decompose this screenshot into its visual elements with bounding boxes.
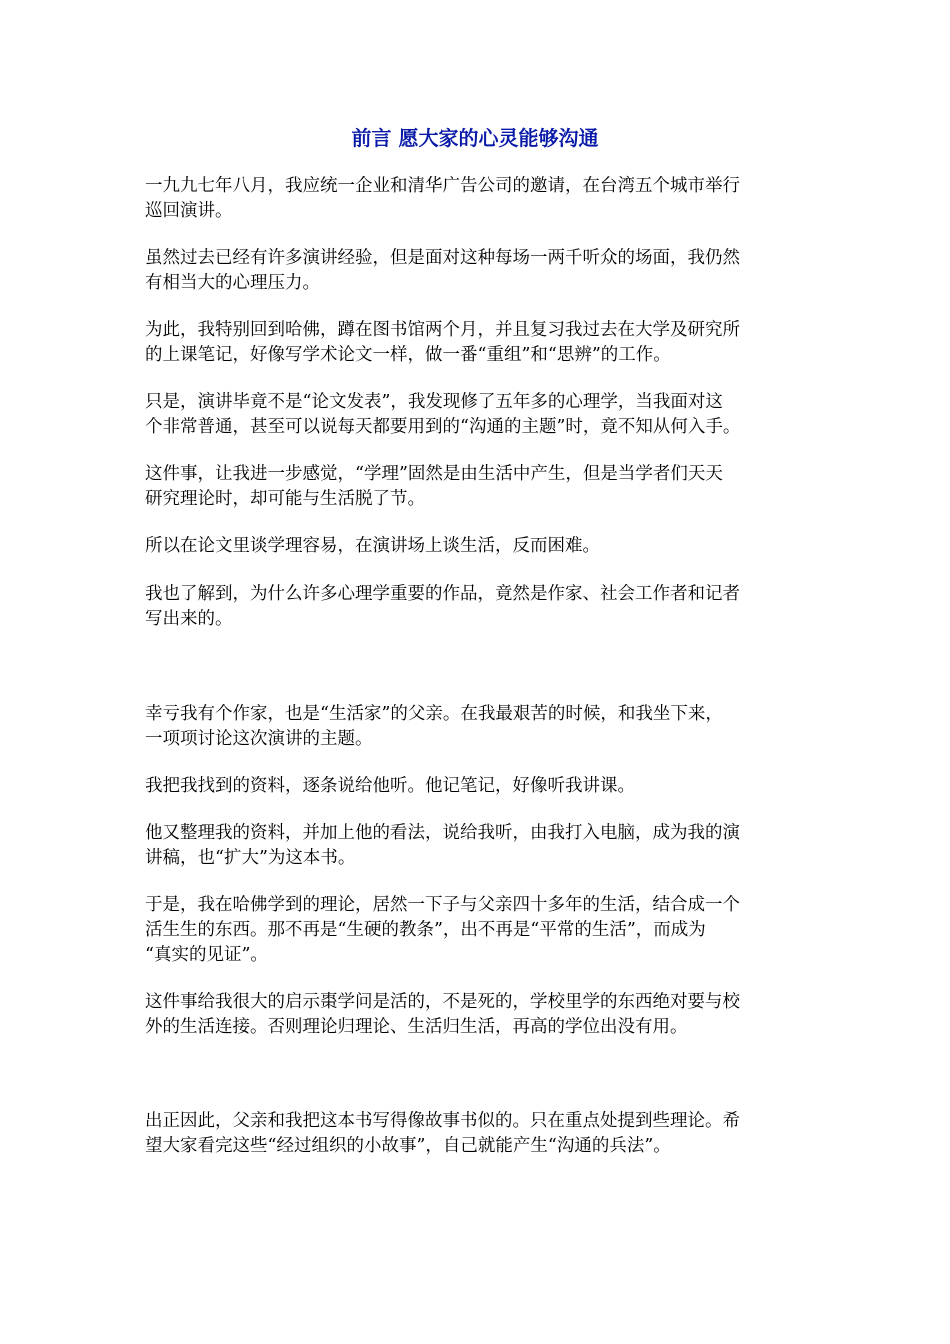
paragraph-line: 一项项讨论这次演讲的主题。: [145, 729, 373, 749]
paragraph-11: [145, 893, 810, 968]
paragraph-line: 讲稿，也“扩大”为这本书。: [145, 848, 356, 868]
paragraph-7: [145, 582, 810, 632]
paragraph-line: 所以在论文里谈学理容易，在演讲场上谈生活，反而困难。: [145, 536, 600, 556]
paragraph-line: 研究理论时，却可能与生活脱了节。: [145, 489, 425, 509]
paragraph-2: [145, 246, 810, 296]
paragraph-line: 只是，演讲毕竟不是“论文发表”，我发现修了五年多的心理学，当我面对这: [145, 392, 723, 412]
paragraph-line: 的上课笔记，好像写学术论文一样，做一番“重组”和“思辨”的工作。: [145, 345, 671, 365]
page-title: 前言 愿大家的心灵能够沟通: [351, 126, 599, 150]
paragraph-line: 望大家看完这些“经过组织的小故事”，自己就能产生“沟通的兵法”。: [145, 1136, 671, 1156]
paragraph-5: [145, 462, 810, 512]
paragraph-line: 一九九七年八月，我应统一企业和清华广告公司的邀请，在台湾五个城市举行: [145, 176, 740, 196]
paragraph-line: 幸亏我有个作家，也是“生活家”的父亲。在我最艰苦的时候，和我坐下来，: [145, 704, 723, 724]
paragraph-12: [145, 990, 810, 1040]
paragraph-6: [145, 534, 810, 559]
paragraph-line: 为此，我特别回到哈佛，蹲在图书馆两个月，并且复习我过去在大学及研究所: [145, 320, 740, 340]
paragraph-10: [145, 821, 810, 871]
paragraph-1: [145, 174, 810, 224]
paragraph-line: 虽然过去已经有许多演讲经验，但是面对这种每场一两千听众的场面，我仍然: [145, 248, 740, 268]
paragraph-line: 写出来的。: [145, 609, 233, 629]
paragraph-line: 巡回演讲。: [145, 201, 233, 221]
paragraph-13: [145, 1109, 810, 1159]
paragraph-line: 外的生活连接。否则理论归理论、生活归生活，再高的学位出没有用。: [145, 1017, 688, 1037]
paragraph-line: 出正因此，父亲和我把这本书写得像故事书似的。只在重点处提到些理论。希: [145, 1111, 740, 1131]
paragraph-line: 于是，我在哈佛学到的理论，居然一下子与父亲四十多年的生活，结合成一个: [145, 895, 740, 915]
paragraph-9: [145, 774, 810, 799]
paragraph-3: [145, 318, 810, 368]
paragraph-8: [145, 702, 810, 752]
paragraph-line: 有相当大的心理压力。: [145, 273, 320, 293]
paragraph-line: 活生生的东西。那不再是“生硬的教条”，出不再是“平常的生活”，而成为: [145, 920, 706, 940]
paragraph-line: 这件事给我很大的启示棗学问是活的，不是死的，学校里学的东西绝对要与校: [145, 992, 740, 1012]
paragraph-line: 我把我找到的资料，逐条说给他听。他记笔记，好像听我讲课。: [145, 776, 635, 796]
paragraph-4: [145, 390, 810, 440]
paragraph-line: 我也了解到，为什么许多心理学重要的作品，竟然是作家、社会工作者和记者: [145, 584, 740, 604]
paragraph-line: 个非常普通，甚至可以说每天都要用到的“沟通的主题”时，竟不知从何入手。: [145, 417, 741, 437]
paragraph-line: 这件事，让我进一步感觉，“学理”固然是由生活中产生，但是当学者们天天: [145, 464, 723, 484]
paragraph-line: “真实的见证”。: [145, 945, 268, 965]
paragraph-line: 他又整理我的资料，并加上他的看法，说给我听，由我打入电脑，成为我的演: [145, 823, 740, 843]
